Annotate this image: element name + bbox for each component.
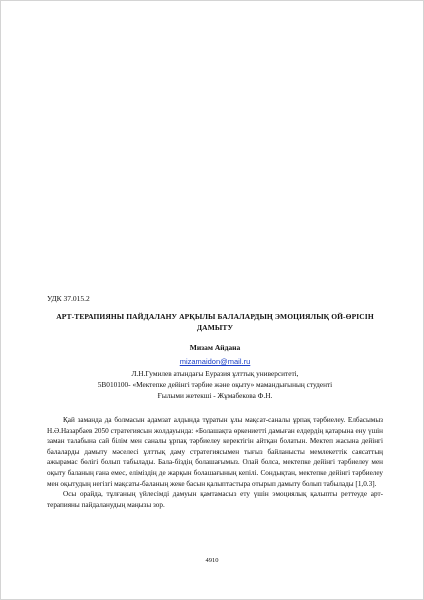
article-title: АРТ-ТЕРАПИЯНЫ ПАЙДАЛАНУ АРҚЫЛЫ БАЛАЛАРДЫҢ ЭМОЦИЯЛЫҚ ОЙ-ӨРІСІН ДАМЫТУ [56, 312, 374, 332]
udk-code: УДК 37.015.2 [47, 294, 90, 303]
body-paragraph: Осы орайда, тұлғаның үйлесімді дамуын қамтамасыз ету үшін эмоциялық қалыпты реттеуде арт-терапияны пайдаланудың маңызы зор. [47, 490, 383, 509]
affiliation-supervisor: Ғылыми жетекші - Жұмабекова Ф.Н. [157, 391, 273, 400]
page-number: 4910 [205, 557, 219, 564]
author-email-link[interactable]: mizamaidon@mail.ru [179, 357, 251, 366]
affiliation-specialty: 5В010100- «Мектепке дейінгі тәрбие және оқыту» мамандығының студенті [97, 380, 333, 389]
author-name: Мизам Айдана [189, 343, 241, 352]
article-body [47, 415, 383, 510]
body-paragraph: Қай заманда да болмасын адамзат алдында тұратын ұлы мақсат-саналы ұрпақ тәрбиелеу. Елбасымыз Н.Ә.Назарбаев 2050 стратегиясын жолдауында: «Болашақта өркениетті дамыған елдердің қатарына ену үшін заман талабына сай білім мен саналы ұрпақ тәрбиелеу керектігін айтқан болатын. Мектеп жасына дейінгі балаларды дамыту мәселесі ұлттық даму стратегиясымен тығыз байланысты мемлекеттік саясаттың ажырамас бөлігі болып табылады. Бала-біздің болашағымыз. Олай болса, мектепке дейінгі тәрбиелеу мен оқыту баланың ғана емес, еліміздің де жарқын болашағының кепілі. Сондықтан, мектепке дейінгі тәрбиелеу мен оқытудың негізгі мақсаты-баланың жеке басын қалыптастыра отырып дамыту болып табылады [1,0.3]. [47, 416, 383, 488]
affiliation-university: Л.Н.Гумилев атындағы Еуразия ұлттық университеті, [131, 369, 299, 378]
